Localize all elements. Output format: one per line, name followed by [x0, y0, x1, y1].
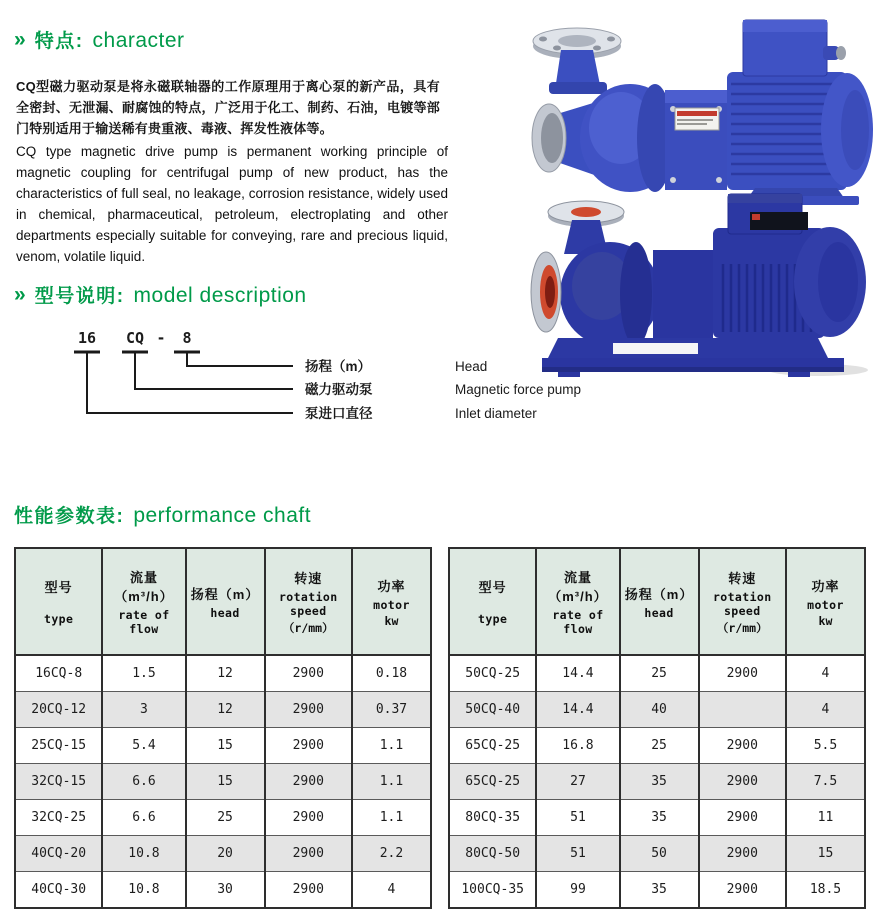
col-type [15, 548, 102, 655]
table-cell: 20 [186, 836, 265, 872]
table-cell: 2900 [265, 836, 352, 872]
table-cell: 1.5 [102, 655, 185, 692]
table-cell: 16.8 [536, 728, 619, 764]
table-cell: 15 [186, 728, 265, 764]
table-cell: 2900 [265, 728, 352, 764]
section-heading-model [14, 281, 307, 308]
model-code [78, 329, 192, 347]
col-label-zh: 流量（m³/h） [548, 570, 608, 604]
table-cell: 12 [186, 692, 265, 728]
code-dash: - [156, 329, 166, 347]
pump2-front-flange [531, 252, 561, 332]
table-cell: 0.37 [352, 692, 431, 728]
table-cell: 80CQ-35 [449, 800, 536, 836]
table-cell: 25 [186, 800, 265, 836]
table-row [15, 692, 431, 728]
heading-en: model description [133, 284, 307, 307]
col-power [786, 548, 865, 655]
table-row [449, 836, 865, 872]
col-power [352, 548, 431, 655]
table-cell: 5.5 [786, 728, 865, 764]
col-label-zh: 型号 [478, 580, 507, 595]
callout-labels-en [455, 359, 581, 421]
chevron-icon: » [14, 283, 26, 306]
table-row [449, 800, 865, 836]
table-cell: 2900 [265, 764, 352, 800]
table-row [449, 728, 865, 764]
table-row [15, 836, 431, 872]
callout-inlet-zh: 泵进口直径 [305, 406, 373, 421]
table-row [449, 655, 865, 692]
table-cell: 1.1 [352, 800, 431, 836]
table-row [449, 692, 865, 728]
col-label-unit: kw [384, 613, 399, 628]
table-cell: 2900 [699, 872, 786, 909]
chevron-icon: » [14, 28, 26, 51]
table-cell: 35 [620, 800, 699, 836]
table-cell: 14.4 [536, 655, 619, 692]
callout-head-zh: 扬程（m） [305, 359, 372, 374]
callout-inlet-en: Inlet diameter [455, 406, 537, 421]
table-cell: 2.2 [352, 836, 431, 872]
col-label-en: motor [373, 597, 410, 612]
col-label-unit: （r/mm） [282, 620, 334, 635]
table-cell: 6.6 [102, 764, 185, 800]
col-label-en: type [478, 612, 508, 626]
table-cell: 15 [786, 836, 865, 872]
performance-table-left [14, 547, 432, 909]
table-cell: 4 [352, 872, 431, 909]
col-speed [265, 548, 352, 655]
col-label-zh: 流量（m³/h） [114, 570, 174, 604]
pump1-front-flange [532, 104, 566, 172]
heading-en: character [92, 29, 185, 52]
table-header [15, 548, 431, 655]
table-cell: 6.6 [102, 800, 185, 836]
header-row [15, 548, 431, 655]
col-flow [536, 548, 619, 655]
col-type [449, 548, 536, 655]
section-heading-character [14, 26, 185, 53]
pump-photo-1 [505, 10, 875, 206]
table-cell: 50 [620, 836, 699, 872]
col-label-zh: 转速 [294, 570, 323, 586]
table-cell: 25 [620, 655, 699, 692]
table-cell: 40 [620, 692, 699, 728]
table-row [449, 872, 865, 909]
pump1-nameplate [675, 108, 719, 130]
table-cell: 25CQ-15 [15, 728, 102, 764]
table-cell: 2900 [265, 800, 352, 836]
table-cell: 27 [536, 764, 619, 800]
callout-head-en: Head [455, 359, 488, 374]
table-cell: 4 [786, 692, 865, 728]
table-cell: 65CQ-25 [449, 728, 536, 764]
table-cell: 18.5 [786, 872, 865, 909]
table-cell: 65CQ-25 [449, 764, 536, 800]
table-cell: 2900 [699, 800, 786, 836]
table-row [15, 872, 431, 909]
table-cell: 4 [786, 655, 865, 692]
table-body [15, 655, 431, 908]
table-cell: 100CQ-35 [449, 872, 536, 909]
table-cell: 0.18 [352, 655, 431, 692]
table-row [15, 728, 431, 764]
table-cell: 51 [536, 800, 619, 836]
table-cell: 12 [186, 655, 265, 692]
table-header [449, 548, 865, 655]
col-speed [699, 548, 786, 655]
pump1-junction-box [743, 20, 846, 76]
pump1-casing [549, 50, 680, 192]
heading-zh: 性能参数表: [14, 506, 125, 527]
performance-tables [14, 547, 866, 909]
col-head [186, 548, 265, 655]
section-heading-performance [14, 501, 311, 528]
table-cell: 10.8 [102, 836, 185, 872]
table-cell: 11 [786, 800, 865, 836]
table-cell: 40CQ-20 [15, 836, 102, 872]
callout-pump-zh: 磁力驱动泵 [305, 382, 373, 397]
pump2-nameplate [750, 212, 808, 230]
callout-lines [74, 352, 293, 413]
col-label-en: rate of flow [118, 608, 170, 636]
col-label-en: type [44, 612, 74, 626]
col-label-en: rotation speed [712, 589, 772, 618]
table-cell: 7.5 [786, 764, 865, 800]
table-cell: 15 [186, 764, 265, 800]
code-head-value: 8 [182, 329, 192, 347]
col-label-zh: 扬程（m） [624, 586, 694, 602]
performance-table-right [448, 547, 866, 909]
table-cell [699, 692, 786, 728]
table-cell: 5.4 [102, 728, 185, 764]
col-label-zh: 扬程（m） [190, 586, 260, 602]
table-cell: 40CQ-30 [15, 872, 102, 909]
table-row [15, 764, 431, 800]
col-label-unit: kw [818, 613, 833, 628]
table-body [449, 655, 865, 908]
table-cell: 16CQ-8 [15, 655, 102, 692]
col-label-zh: 转速 [728, 570, 757, 586]
character-paragraph-zh: CQ型磁力驱动泵是将永磁联轴器的工作原理用于离心泵的新产品，具有全密封、无泄漏、耐腐蚀的特点，广泛用于化工、制药、石油，电镀等部门特别适用于输送稀有贵重液、毒液、挥发性液体等。 [16, 79, 440, 137]
col-label-en: head [210, 605, 240, 620]
callout-labels-zh [305, 358, 373, 421]
table-cell: 2900 [699, 836, 786, 872]
col-flow [102, 548, 185, 655]
table-cell: 30 [186, 872, 265, 909]
table-cell: 50CQ-40 [449, 692, 536, 728]
table-cell: 35 [620, 764, 699, 800]
table-cell: 35 [620, 872, 699, 909]
table-cell: 1.1 [352, 764, 431, 800]
col-label-en: motor [807, 597, 844, 612]
table-cell: 10.8 [102, 872, 185, 909]
table-cell: 2900 [699, 728, 786, 764]
table-row [15, 655, 431, 692]
pump1-bracket [665, 90, 727, 190]
table-cell: 2900 [265, 692, 352, 728]
code-inlet-size: 16 [77, 329, 97, 347]
col-label-en: rate of flow [552, 608, 604, 636]
col-label-en: rotation speed [278, 589, 338, 618]
table-cell: 3 [102, 692, 185, 728]
pump2-motor [713, 227, 866, 338]
table-cell: 80CQ-50 [449, 836, 536, 872]
table-cell: 25 [620, 728, 699, 764]
heading-zh: 特点: [34, 31, 84, 52]
header-row [449, 548, 865, 655]
col-label-en: head [644, 605, 674, 620]
table-cell: 2900 [265, 655, 352, 692]
table-cell: 2900 [265, 872, 352, 909]
table-cell: 1.1 [352, 728, 431, 764]
col-label-unit: （r/mm） [716, 620, 768, 635]
table-cell: 50CQ-25 [449, 655, 536, 692]
table-row [15, 800, 431, 836]
callout-pump-en: Magnetic force pump [455, 382, 582, 397]
table-cell: 99 [536, 872, 619, 909]
heading-zh: 型号说明: [34, 286, 125, 307]
code-series: CQ [125, 329, 145, 347]
pump1-motor [727, 72, 873, 190]
col-head [620, 548, 699, 655]
col-label-zh: 型号 [44, 580, 73, 595]
col-label-zh: 功率 [377, 578, 406, 594]
table-cell: 32CQ-15 [15, 764, 102, 800]
table-cell: 2900 [699, 655, 786, 692]
table-cell: 14.4 [536, 692, 619, 728]
model-code-diagram [60, 326, 630, 432]
table-cell: 51 [536, 836, 619, 872]
table-cell: 20CQ-12 [15, 692, 102, 728]
table-cell: 32CQ-25 [15, 800, 102, 836]
table-row [449, 764, 865, 800]
col-label-zh: 功率 [811, 578, 840, 594]
table-cell: 2900 [699, 764, 786, 800]
heading-en: performance chaft [133, 504, 312, 527]
character-paragraph-en: CQ type magnetic drive pump is permanent working principle of magnetic coupling for centrifugal pump of new product, has the characteristics of full seal, no leakage, corrosion resistance, widely used in chemical, pharmaceutical, petroleum, electroplating and other departments especially suitable for conveying, rare and precious liquid, venom, volatile liquid. [16, 143, 448, 264]
